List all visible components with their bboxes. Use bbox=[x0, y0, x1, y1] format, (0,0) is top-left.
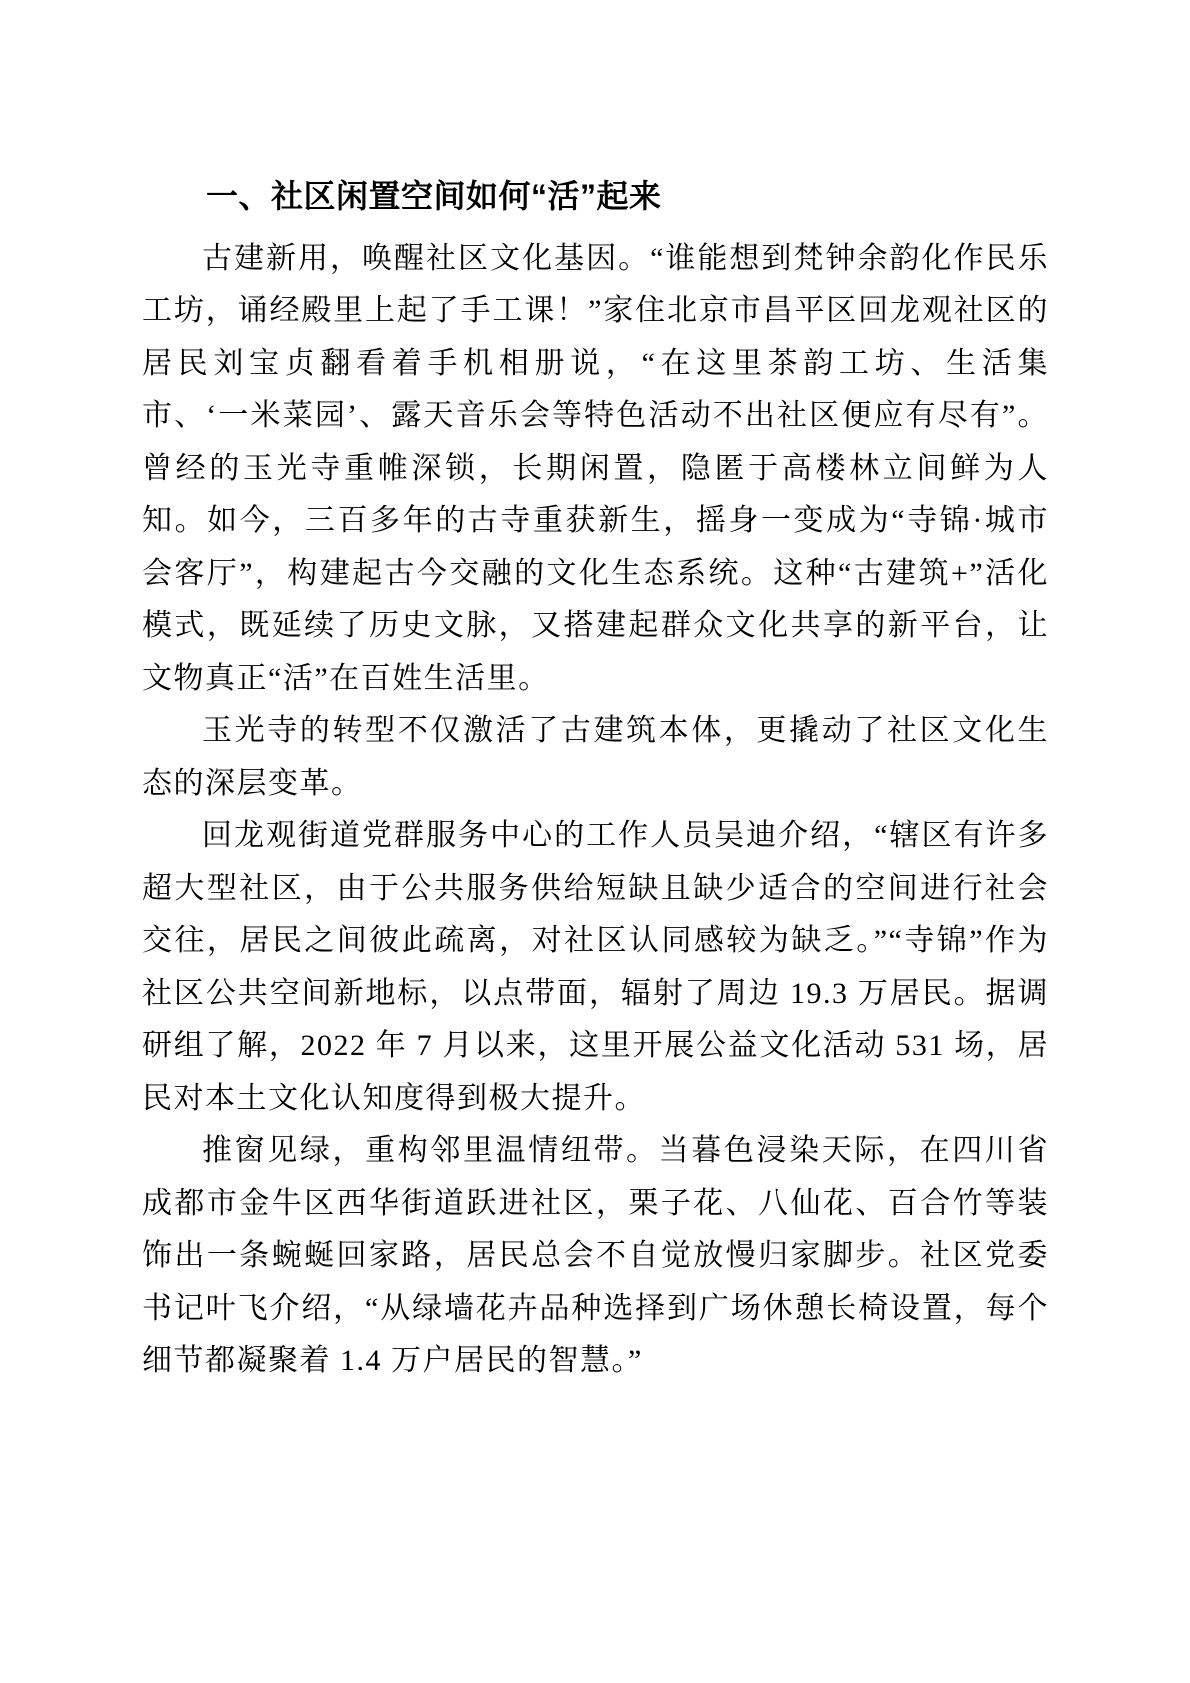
section-heading: 一、社区闲置空间如何“活”起来 bbox=[206, 178, 662, 214]
paragraph: 推窗见绿，重构邻里温情纽带。当暮色浸染天际，在四川省成都市金牛区西华街道跃进社区，栗子花、八仙花、百合竹等装饰出一条蜿蜒回家路，居民总会不自觉放慢归家脚步。社区党委书记叶飞介绍，“从绿墙花卉品种选择到广场休憩长椅设置，每个细节都凝聚着 1.4 万户居民的智慧。” bbox=[142, 1134, 1049, 1377]
paragraph: 古建新用，唤醒社区文化基因。“谁能想到梵钟余韵化作民乐工坊，诵经殿里上起了手工课！”家住北京市昌平区回龙观社区的居民刘宝贞翻看着手机相册说，“在这里茶韵工坊、生活集市、‘一米菜园’、露天音乐会等特色活动不出社区便应有尽有”。曾经的玉光寺重帷深锁，长期闲置，隐匿于高楼林立间鲜为人知。如今，三百多年的古寺重获新生，摇身一变成为“寺锦·城市会客厅”，构建起古今交融的文化生态系统。这种“古建筑+”活化模式，既延续了历史文脉，又搭建起群众文化共享的新平台，让文物真正“活”在百姓生活里。 bbox=[142, 241, 1049, 695]
paragraph: 玉光寺的转型不仅激活了古建筑本体，更撬动了社区文化生态的深层变革。 bbox=[142, 714, 1049, 800]
paragraph: 回龙观街道党群服务中心的工作人员吴迪介绍，“辖区有许多超大型社区，由于公共服务供给短缺且缺少适合的空间进行社会交往，居民之间彼此疏离，对社区认同感较为缺乏。”“寺锦”作为社区公共空间新地标，以点带面，辐射了周边 19.3 万居民。据调研组了解，2022 年 7 月以来，这里开展公益文化活动 531 场，居民对本土文化认知度得到极大提升。 bbox=[142, 819, 1049, 1115]
